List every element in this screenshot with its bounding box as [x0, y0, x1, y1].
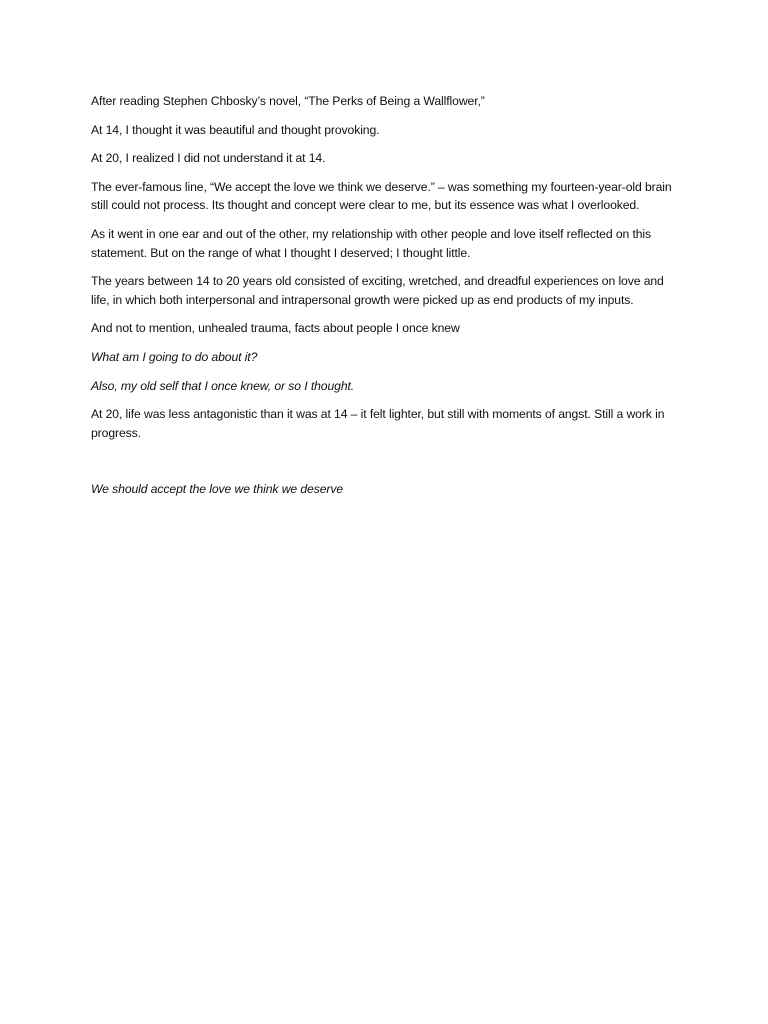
paragraph-years-between: The years between 14 to 20 years old consisted of exciting, wretched, and dreadful experiences on love and life, in which both interpersonal and intrapersonal growth were picked up as end products of my inputs. [91, 274, 664, 307]
paragraph-question: What am I going to do about it? [91, 349, 258, 364]
paragraph-relationships: As it went in one ear and out of the other, my relationship with other people and love itself reflected on this statement. But on the range of what I thought I deserved; I thought little. [91, 226, 652, 260]
paragraph-famous-line: The ever-famous line, “We accept the love we think we deserve.” – was something my fourteen-year-old brain still could not process. Its thought and concept were clear to me, but its essence was what I overlooked. [91, 179, 672, 213]
paragraph-age-20: At 20, I realized I did not understand it at 14. [91, 151, 326, 166]
paragraph-age-14: At 14, I thought it was beautiful and thought provoking. [91, 122, 380, 137]
paragraph-closing-line: We should accept the love we think we deserve [91, 482, 344, 497]
paragraph-trauma: And not to mention, unhealed trauma, facts about people I once knew [91, 321, 460, 336]
paragraph-life-lighter: At 20, life was less antagonistic than it was at 14 – it felt lighter, but still with moments of angst. Still a work in progress. [91, 407, 665, 440]
paragraph-spacer [91, 452, 681, 480]
paragraph-old-self: Also, my old self that I once knew, or so I thought. [91, 378, 355, 393]
document-body [91, 92, 681, 509]
paragraph-intro: After reading Stephen Chbosky’s novel, “The Perks of Being a Wallflower,” [91, 94, 485, 108]
